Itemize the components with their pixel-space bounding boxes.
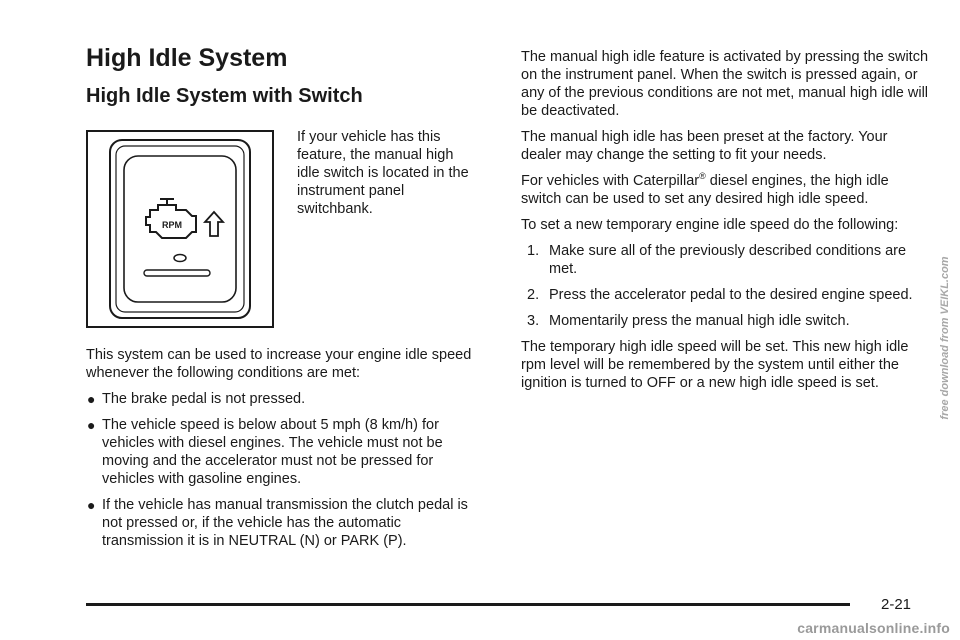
bottom-watermark: carmanualsonline.info — [797, 620, 950, 636]
rpm-label: RPM — [162, 220, 182, 230]
page-number: 2-21 — [881, 596, 912, 613]
activation-paragraph: The manual high idle feature is activated by pressing the switch on the instrument panel. When the switch is pressed again, or any of the previous conditions are not met, manual high idle will be deactivated. — [521, 49, 929, 119]
switch-slot — [144, 270, 210, 276]
steps-intro: To set a new temporary engine idle speed do the following: — [521, 217, 899, 233]
conditions-list — [86, 390, 486, 550]
closing-paragraph: The temporary high idle speed will be set. This new high idle rpm level will be remembered by the system until either the ignition is turned to OFF or a new high idle speed is set. — [521, 339, 909, 391]
condition-text: The brake pedal is not pressed. — [102, 391, 306, 407]
list-item — [86, 416, 486, 488]
footer-rule — [86, 603, 850, 606]
up-arrow-icon — [205, 212, 223, 236]
condition-text: The vehicle speed is below about 5 mph (8 km/h) for vehicles with diesel engines. The vehicle must not be moving and the accelerator must not be pressed for vehicles with gasoline engines. — [102, 417, 443, 487]
list-item — [86, 390, 486, 408]
switch-drawing — [88, 132, 272, 326]
bullet-icon: ● — [87, 497, 96, 513]
side-watermark: free download from VEIKL.com — [939, 256, 951, 420]
bullet-icon: ● — [87, 417, 96, 433]
steps-list — [521, 242, 931, 330]
high-idle-switch-illustration — [86, 130, 274, 328]
switch-location-text: If your vehicle has this feature, the manual high idle switch is located in the instrument panel switchbank. — [297, 129, 469, 217]
registered-mark: ® — [699, 171, 706, 182]
condition-text: If the vehicle has manual transmission the clutch pedal is not pressed or, if the vehicle has the automatic transmission it is in NEUTRAL (N) or PARK (P). — [102, 497, 468, 549]
step-text: Make sure all of the previously described conditions are met. — [549, 243, 907, 277]
caterpillar-text: For vehicles with Caterpillar — [521, 173, 700, 189]
left-column — [86, 346, 486, 558]
list-item — [521, 312, 931, 330]
conditions-intro: This system can be used to increase your engine idle speed whenever the following conditions are met: — [86, 347, 472, 381]
page-title: High Idle System — [86, 44, 288, 72]
step-number: 2. — [527, 287, 540, 303]
indicator-lamp — [174, 255, 186, 262]
step-text: Momentarily press the manual high idle switch. — [549, 313, 850, 329]
list-item — [521, 286, 931, 304]
step-number: 3. — [527, 313, 540, 329]
caterpillar-text-rest: diesel engines, the high idle switch can be used to set any desired high idle speed. — [521, 173, 889, 207]
bullet-icon: ● — [87, 391, 96, 407]
list-item — [521, 242, 931, 278]
step-number: 1. — [527, 243, 540, 259]
step-text: Press the accelerator pedal to the desired engine speed. — [549, 287, 913, 303]
right-column — [521, 48, 931, 400]
section-title: High Idle System with Switch — [86, 85, 363, 107]
caterpillar-paragraph — [521, 172, 931, 208]
engine-icon — [146, 199, 196, 238]
preset-paragraph: The manual high idle has been preset at the factory. Your dealer may change the setting to fit your needs. — [521, 129, 888, 163]
list-item — [86, 496, 486, 550]
